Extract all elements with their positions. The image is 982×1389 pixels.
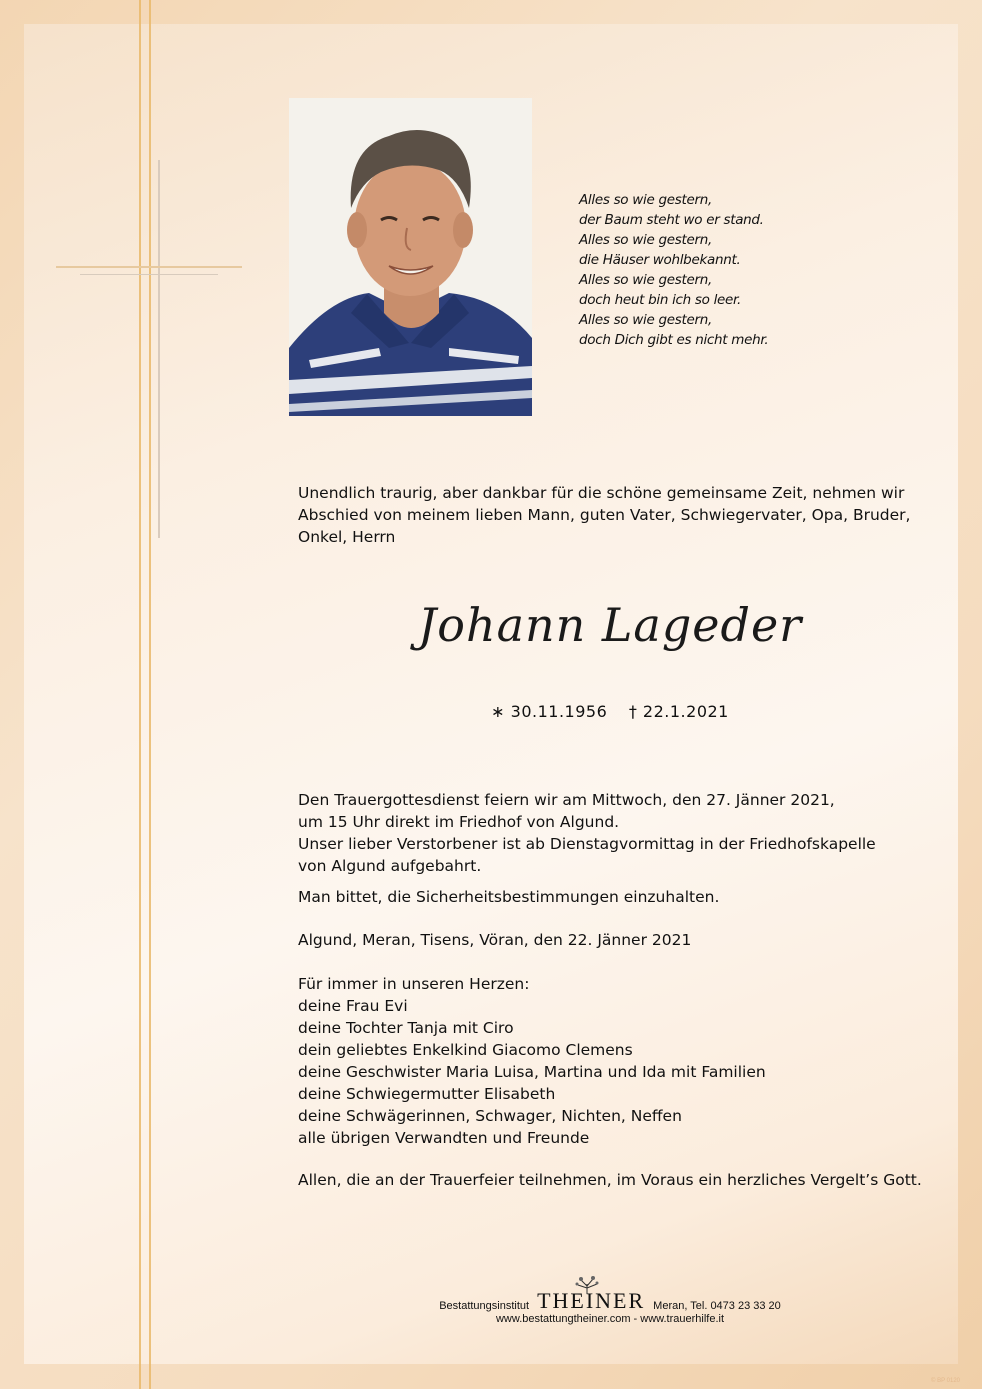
mourner-item: dein geliebtes Enkelkind Giacomo Clemens [298, 1041, 633, 1059]
poem-line: Alles so wie gestern, [579, 312, 712, 328]
service-line: von Algund aufgebahrt. [298, 857, 482, 875]
decorative-line [149, 0, 151, 1389]
poem-line: doch Dich gibt es nicht mehr. [579, 332, 769, 348]
footer-prefix: Bestattungsinstitut [439, 1300, 530, 1312]
mourner-item: deine Tochter Tanja mit Ciro [298, 1019, 514, 1037]
poem-line: doch heut bin ich so leer. [579, 292, 742, 308]
service-line: um 15 Uhr direkt im Friedhof von Algund. [298, 813, 620, 831]
birth-date: ∗ 30.11.1956 [491, 702, 608, 721]
poem-line: Alles so wie gestern, [579, 192, 712, 208]
poem-line: Alles so wie gestern, [579, 232, 712, 248]
poem-line: die Häuser wohlbekannt. [579, 252, 741, 268]
funeral-home-footer [300, 1290, 920, 1325]
intro-line: Unendlich traurig, aber dankbar für die schöne gemeinsame Zeit, nehmen wir [298, 484, 905, 502]
footer-web[interactable]: www.bestattungtheiner.com - www.trauerhilfe.it [495, 1313, 725, 1325]
mourner-item: deine Geschwister Maria Luisa, Martina und Ida mit Familien [298, 1063, 766, 1081]
cross-bar [56, 266, 242, 268]
intro-line: Abschied von meinem lieben Mann, guten Vater, Schwiegervater, Opa, Bruder, [298, 506, 911, 524]
poem [579, 190, 839, 350]
mourner-item: deine Frau Evi [298, 997, 408, 1015]
poem-line: der Baum steht wo er stand. [579, 212, 764, 228]
cross-icon [158, 160, 160, 538]
mourners-list [298, 973, 938, 1149]
life-dates [300, 702, 920, 721]
death-date: † 22.1.2021 [628, 702, 729, 721]
thanks-text: Allen, die an der Trauerfeier teilnehmen, im Voraus ein herzliches Vergelt’s Gott. [298, 1171, 922, 1189]
template-code: © BP 0120 [931, 1378, 960, 1384]
mourner-item: alle übrigen Verwandten und Freunde [298, 1129, 590, 1147]
intro-text [298, 482, 938, 548]
mourner-item: deine Schwägerinnen, Schwager, Nichten, Neffen [298, 1107, 682, 1125]
portrait-photo [289, 98, 532, 416]
footer-contact: Meran, Tel. 0473 23 33 20 [653, 1300, 781, 1312]
intro-line: Onkel, Herrn [298, 528, 396, 546]
mourners-heading: Für immer in unseren Herzen: [298, 975, 530, 993]
service-text [298, 789, 938, 877]
decorative-line [139, 0, 141, 1389]
service-line: Den Trauergottesdienst feiern wir am Mittwoch, den 27. Jänner 2021, [298, 791, 835, 809]
deceased-name: Johann Lageder [417, 598, 803, 652]
mourner-item: deine Schwiegermutter Elisabeth [298, 1085, 556, 1103]
place-date: Algund, Meran, Tisens, Vöran, den 22. Jänner 2021 [298, 931, 692, 949]
tree-icon [573, 1276, 601, 1294]
safety-note: Man bittet, die Sicherheitsbestimmungen einzuhalten. [298, 888, 720, 906]
service-line: Unser lieber Verstorbener ist ab Dienstagvormittag in der Friedhofskapelle [298, 835, 876, 853]
logo-text: THEINER [537, 1288, 646, 1313]
cross-bar [80, 274, 218, 275]
poem-line: Alles so wie gestern, [579, 272, 712, 288]
funeral-home-logo [537, 1290, 645, 1312]
